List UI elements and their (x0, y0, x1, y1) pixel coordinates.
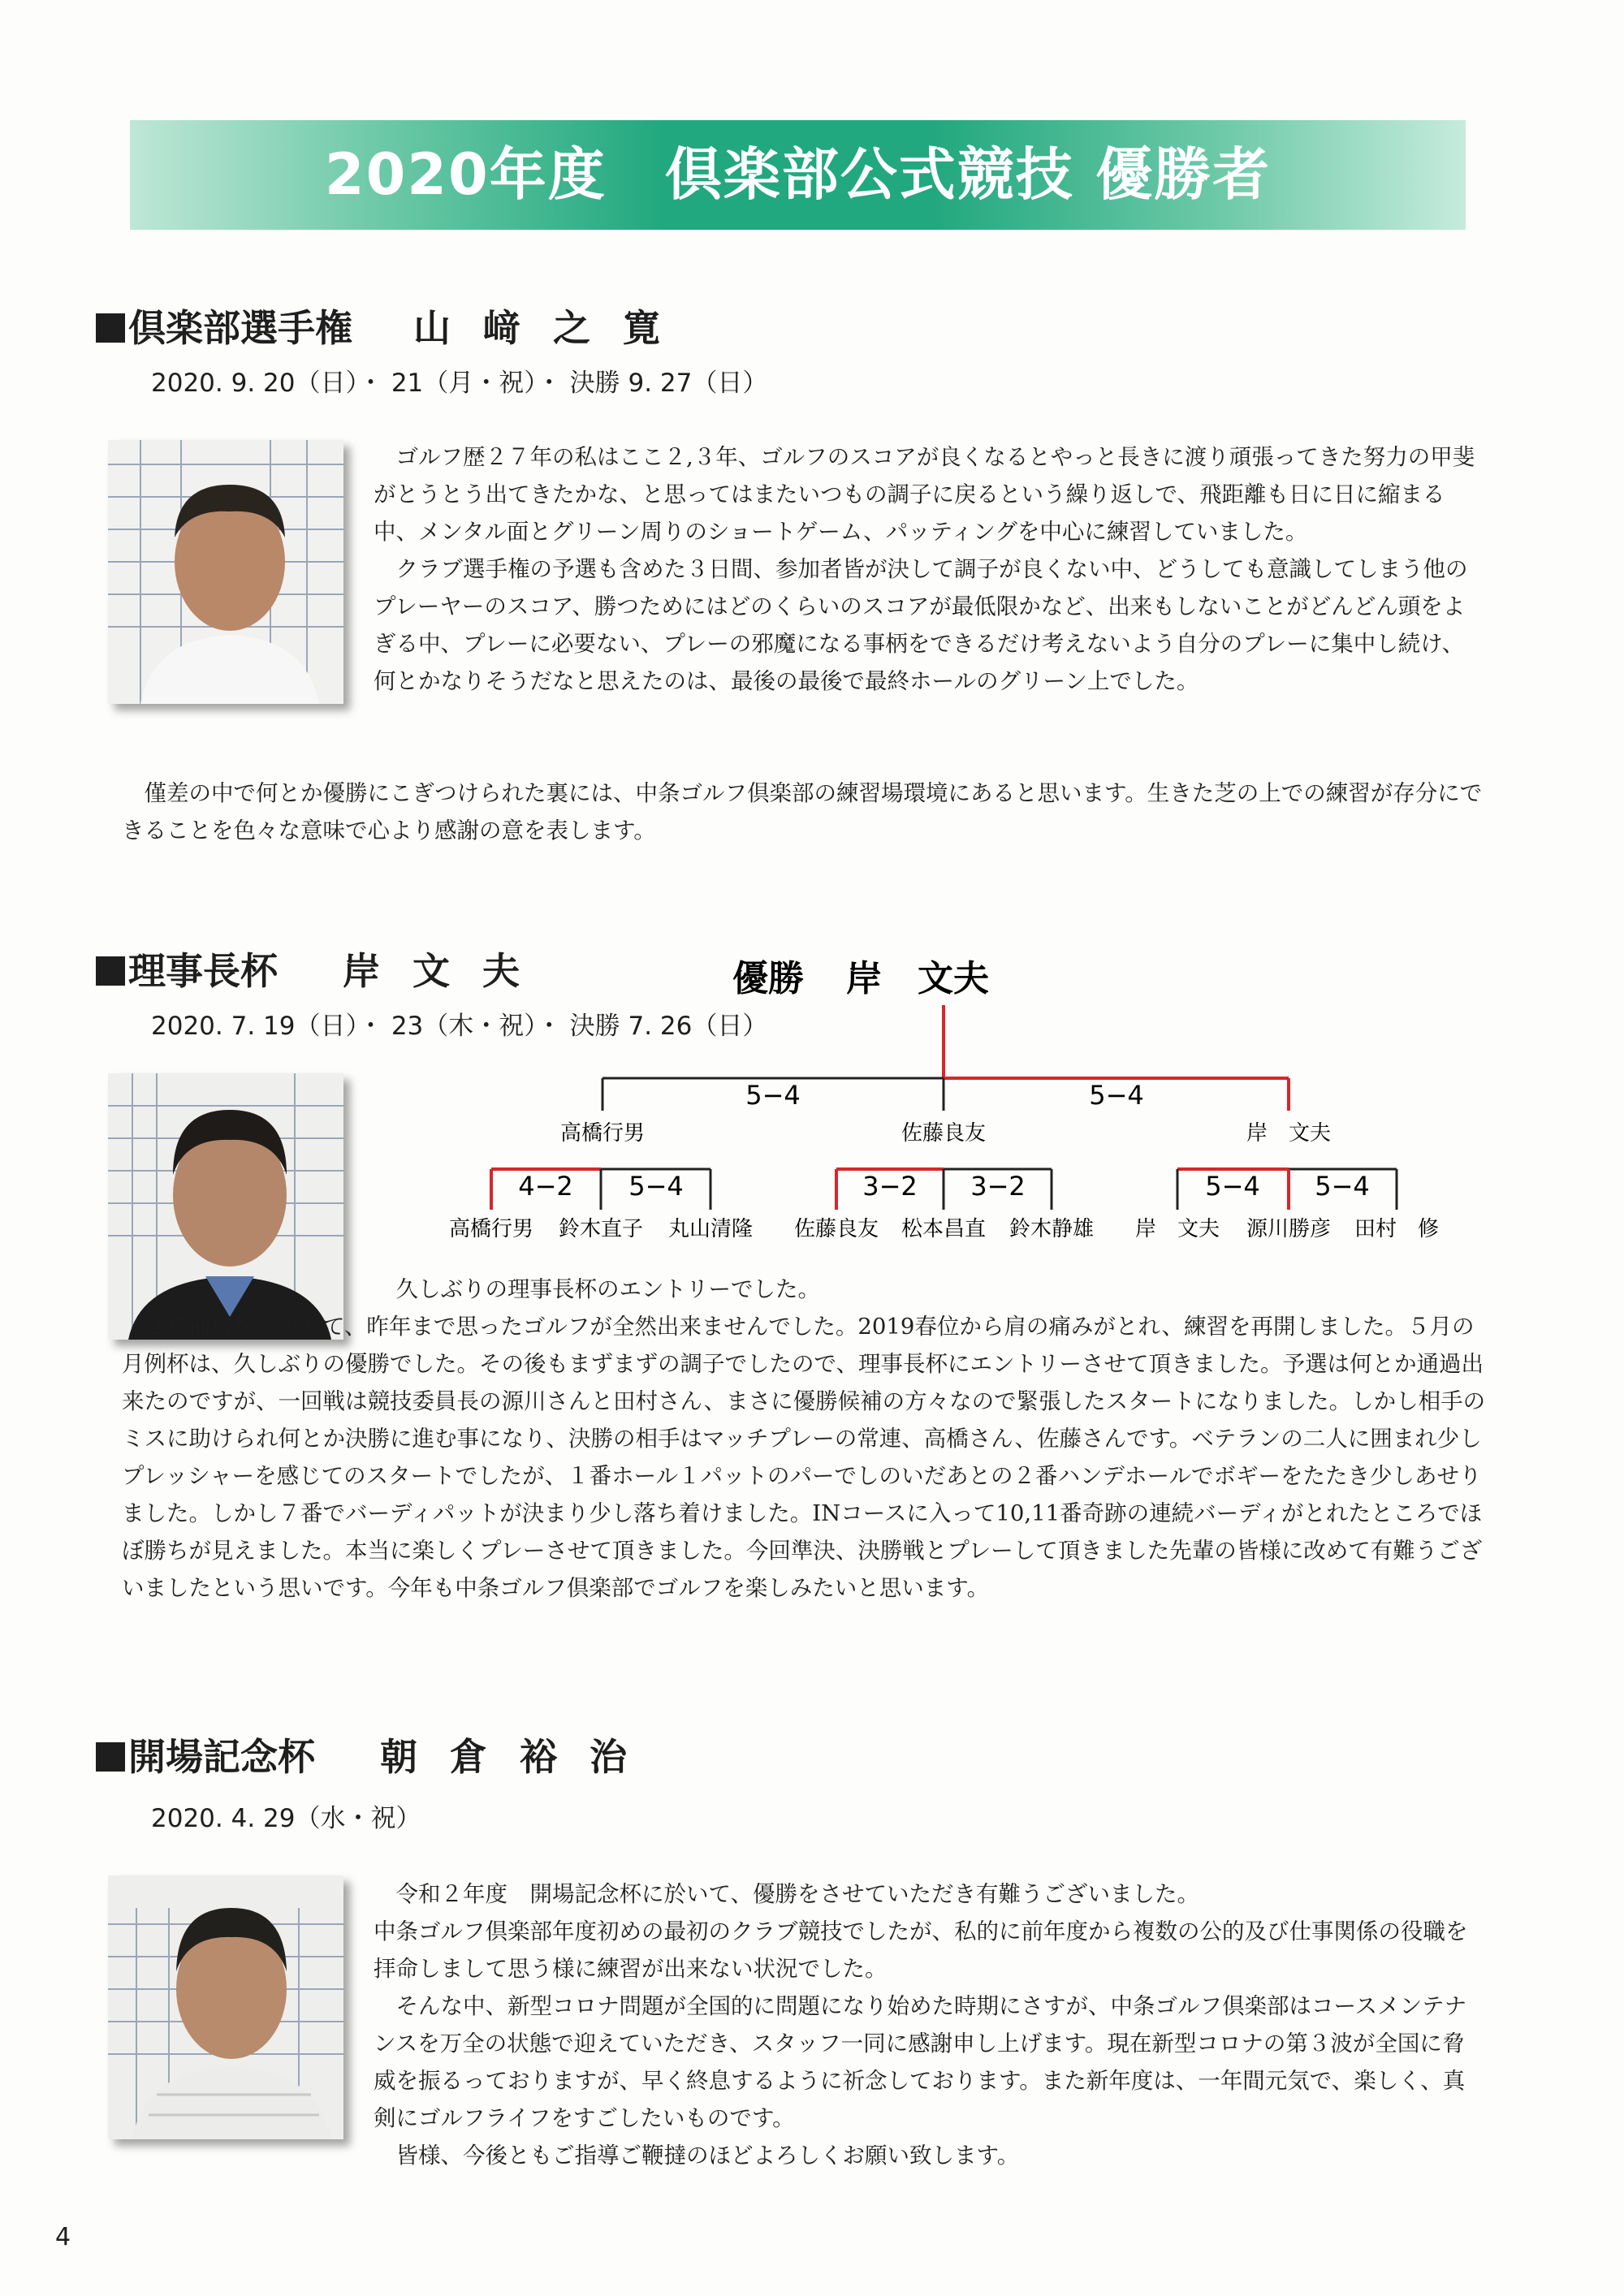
semifinalist: 高橋行男 (559, 1121, 646, 1146)
section-body-continued (122, 1308, 1486, 1607)
square-bullet-icon (96, 313, 125, 343)
section-title: 倶楽部選手権 (128, 306, 352, 350)
section-dates: 2020. 7. 19（日）・ 23（木・祝）・ 決勝 7. 26（日） (151, 1012, 768, 1041)
semifinalist: 岸 文夫 (1246, 1121, 1332, 1146)
person-photo-icon (108, 1875, 343, 2139)
winner-photo (108, 1875, 343, 2139)
page-number: 4 (55, 2223, 71, 2251)
winner-name: 岸文夫 (343, 949, 552, 993)
body-paragraph: ゴルフ歴２７年の私はここ２,３年、ゴルフのスコアが良くなるとやっと長きに渡り頑張ってきた努力の甲斐がとうとう出てきたかな、と思ってはまたいつもの調子に戻るという繰り返しで、飛距離も日に日に縮まる中、メンタル面とグリーン周りのショートゲーム、パッティングを中心に練習していました。 (374, 444, 1475, 545)
player-name: 松本昌直 (901, 1217, 987, 1241)
winner-photo (108, 440, 343, 704)
body-paragraph: ２年前肩をケガして、昨年まで思ったゴルフが全然出来ませんでした。2019春位から肩の痛みがとれ、練習を再開しました。５月の月例杯は、久しぶりの優勝でした。その後もまずまずの調子でしたので、理事長杯にエントリーさせて頂きました。予選は何とか通過出来たのですが、一回戦は競技委員長の源川さんと田村さん、まさに優勝候補の方々なので緊張したスタートになりました。しかし相手のミスに助けられ何とか決勝に進む事になり、決勝の相手はマッチプレーの常連、高橋さん、佐藤さんです。ベテランの二人に囲まれ少しプレッシャーを感じてのスタートでしたが、１番ホール１パットのパーでしのいだあとの２番ハンデホールでボギーをたたき少しあせりました。しかし７番でバーディパットが決まり少し落ち着けました。INコースに入って10,11番奇跡の連続バーディがとれたところでほぼ勝ちが見えました。本当に楽しくプレーさせて頂きました。今回準決、決勝戦とプレーして頂きました先輩の皆様に改めて有難うございましたという思いです。今年も中条ゴルフ倶楽部でゴルフを楽しみたいと思います。 (122, 1314, 1486, 1601)
section-dates: 2020. 9. 20（日）・ 21（月・祝）・ 決勝 9. 27（日） (151, 369, 768, 398)
section-body-continued (122, 775, 1486, 849)
player-name: 源川勝彦 (1246, 1217, 1332, 1241)
square-bullet-icon (96, 956, 125, 986)
section-dates: 2020. 4. 29（水・祝） (151, 1804, 421, 1833)
body-paragraph: クラブ選手権の予選も含めた３日間、参加者皆が決して調子が良くない中、どうしても意識してしまう他のプレーヤーのスコア、勝つためにはどのくらいのスコアが最低限かなど、出来もしないことがどんどん頭をよぎる中、プレーに必要ない、プレーの邪魔になる事柄をできるだけ考えないよう自分のプレーに集中し続け、何とかなりそうだなと思えたのは、最後の最後で最終ホールのグリーン上でした。 (374, 556, 1468, 694)
section-heading-club-championship (96, 299, 693, 352)
body-paragraph: そんな中、新型コロナ問題が全国的に問題になり始めた時期にさすが、中条ゴルフ倶楽部はコースメンテナンスを万全の状態で迎えていただき、スタッフ一同に感謝申し上げます。現在新型コロナの第３波が全国に脅威を振るっておりますが、早く終息するように祈念しております。また新年度は、一年間元気で、楽しく、真剣にゴルフライフをすごしたいものです。 (374, 1993, 1467, 2131)
group-score: 5−4 (1205, 1171, 1260, 1202)
final-score: 5−4 (745, 1080, 801, 1111)
final-score: 5−4 (1089, 1080, 1144, 1111)
person-photo-icon (108, 440, 343, 704)
section-title: 開場記念杯 (128, 1735, 315, 1779)
winner-name: 山﨑之寛 (413, 306, 693, 350)
page-title: 2020年度 倶楽部公式競技 優勝者 (324, 141, 1272, 208)
champion-label: 優勝 (732, 958, 804, 999)
section-body (374, 1271, 1486, 1308)
champion-name: 岸 文夫 (846, 958, 989, 999)
body-paragraph: 久しぶりの理事長杯のエントリーでした。 (395, 1276, 820, 1302)
person-photo-icon (108, 1073, 343, 1340)
group-score: 5−4 (628, 1171, 684, 1202)
winner-photo (108, 1073, 343, 1340)
square-bullet-icon (96, 1742, 125, 1772)
player-name: 鈴木直子 (558, 1217, 644, 1241)
section-heading-opening-cup (96, 1728, 659, 1781)
body-paragraph: 僅差の中で何とか優勝にこぎつけられた裏には、中条ゴルフ倶楽部の練習場環境にあると思います。生きた芝の上での練習が存分にできることを色々な意味で心より感謝の意を表します。 (122, 780, 1483, 844)
player-name: 岸 文夫 (1134, 1217, 1220, 1241)
match-bracket (438, 950, 1494, 1275)
group-score: 4−2 (518, 1171, 573, 1202)
player-name: 田村 修 (1354, 1217, 1440, 1241)
body-paragraph: 中条ゴルフ倶楽部年度初めの最初のクラブ競技でしたが、私的に前年度から複数の公的及び仕事関係の役職を拝命しまして思う様に練習が出来ない状況でした。 (374, 1918, 1468, 1982)
player-name: 丸山清隆 (667, 1217, 754, 1241)
player-name: 鈴木静雄 (1009, 1217, 1095, 1241)
group-score: 5−4 (1315, 1171, 1370, 1202)
section-body (374, 438, 1486, 700)
section-title: 理事長杯 (128, 949, 278, 993)
player-name: 佐藤良友 (793, 1217, 879, 1241)
winner-name: 朝倉裕治 (380, 1735, 659, 1779)
body-paragraph: 令和２年度 開場記念杯に於いて、優勝をさせていただき有難うございました。 (395, 1881, 1199, 1907)
section-body (374, 1875, 1486, 2174)
player-name: 高橋行男 (448, 1217, 534, 1241)
group-score: 3−2 (862, 1171, 918, 1202)
group-score: 3−2 (970, 1171, 1026, 1202)
title-banner (130, 120, 1466, 230)
body-paragraph: 皆様、今後ともご指導ご鞭撻のほどよろしくお願い致します。 (395, 2143, 1020, 2169)
semifinalist: 佐藤良友 (901, 1121, 987, 1146)
